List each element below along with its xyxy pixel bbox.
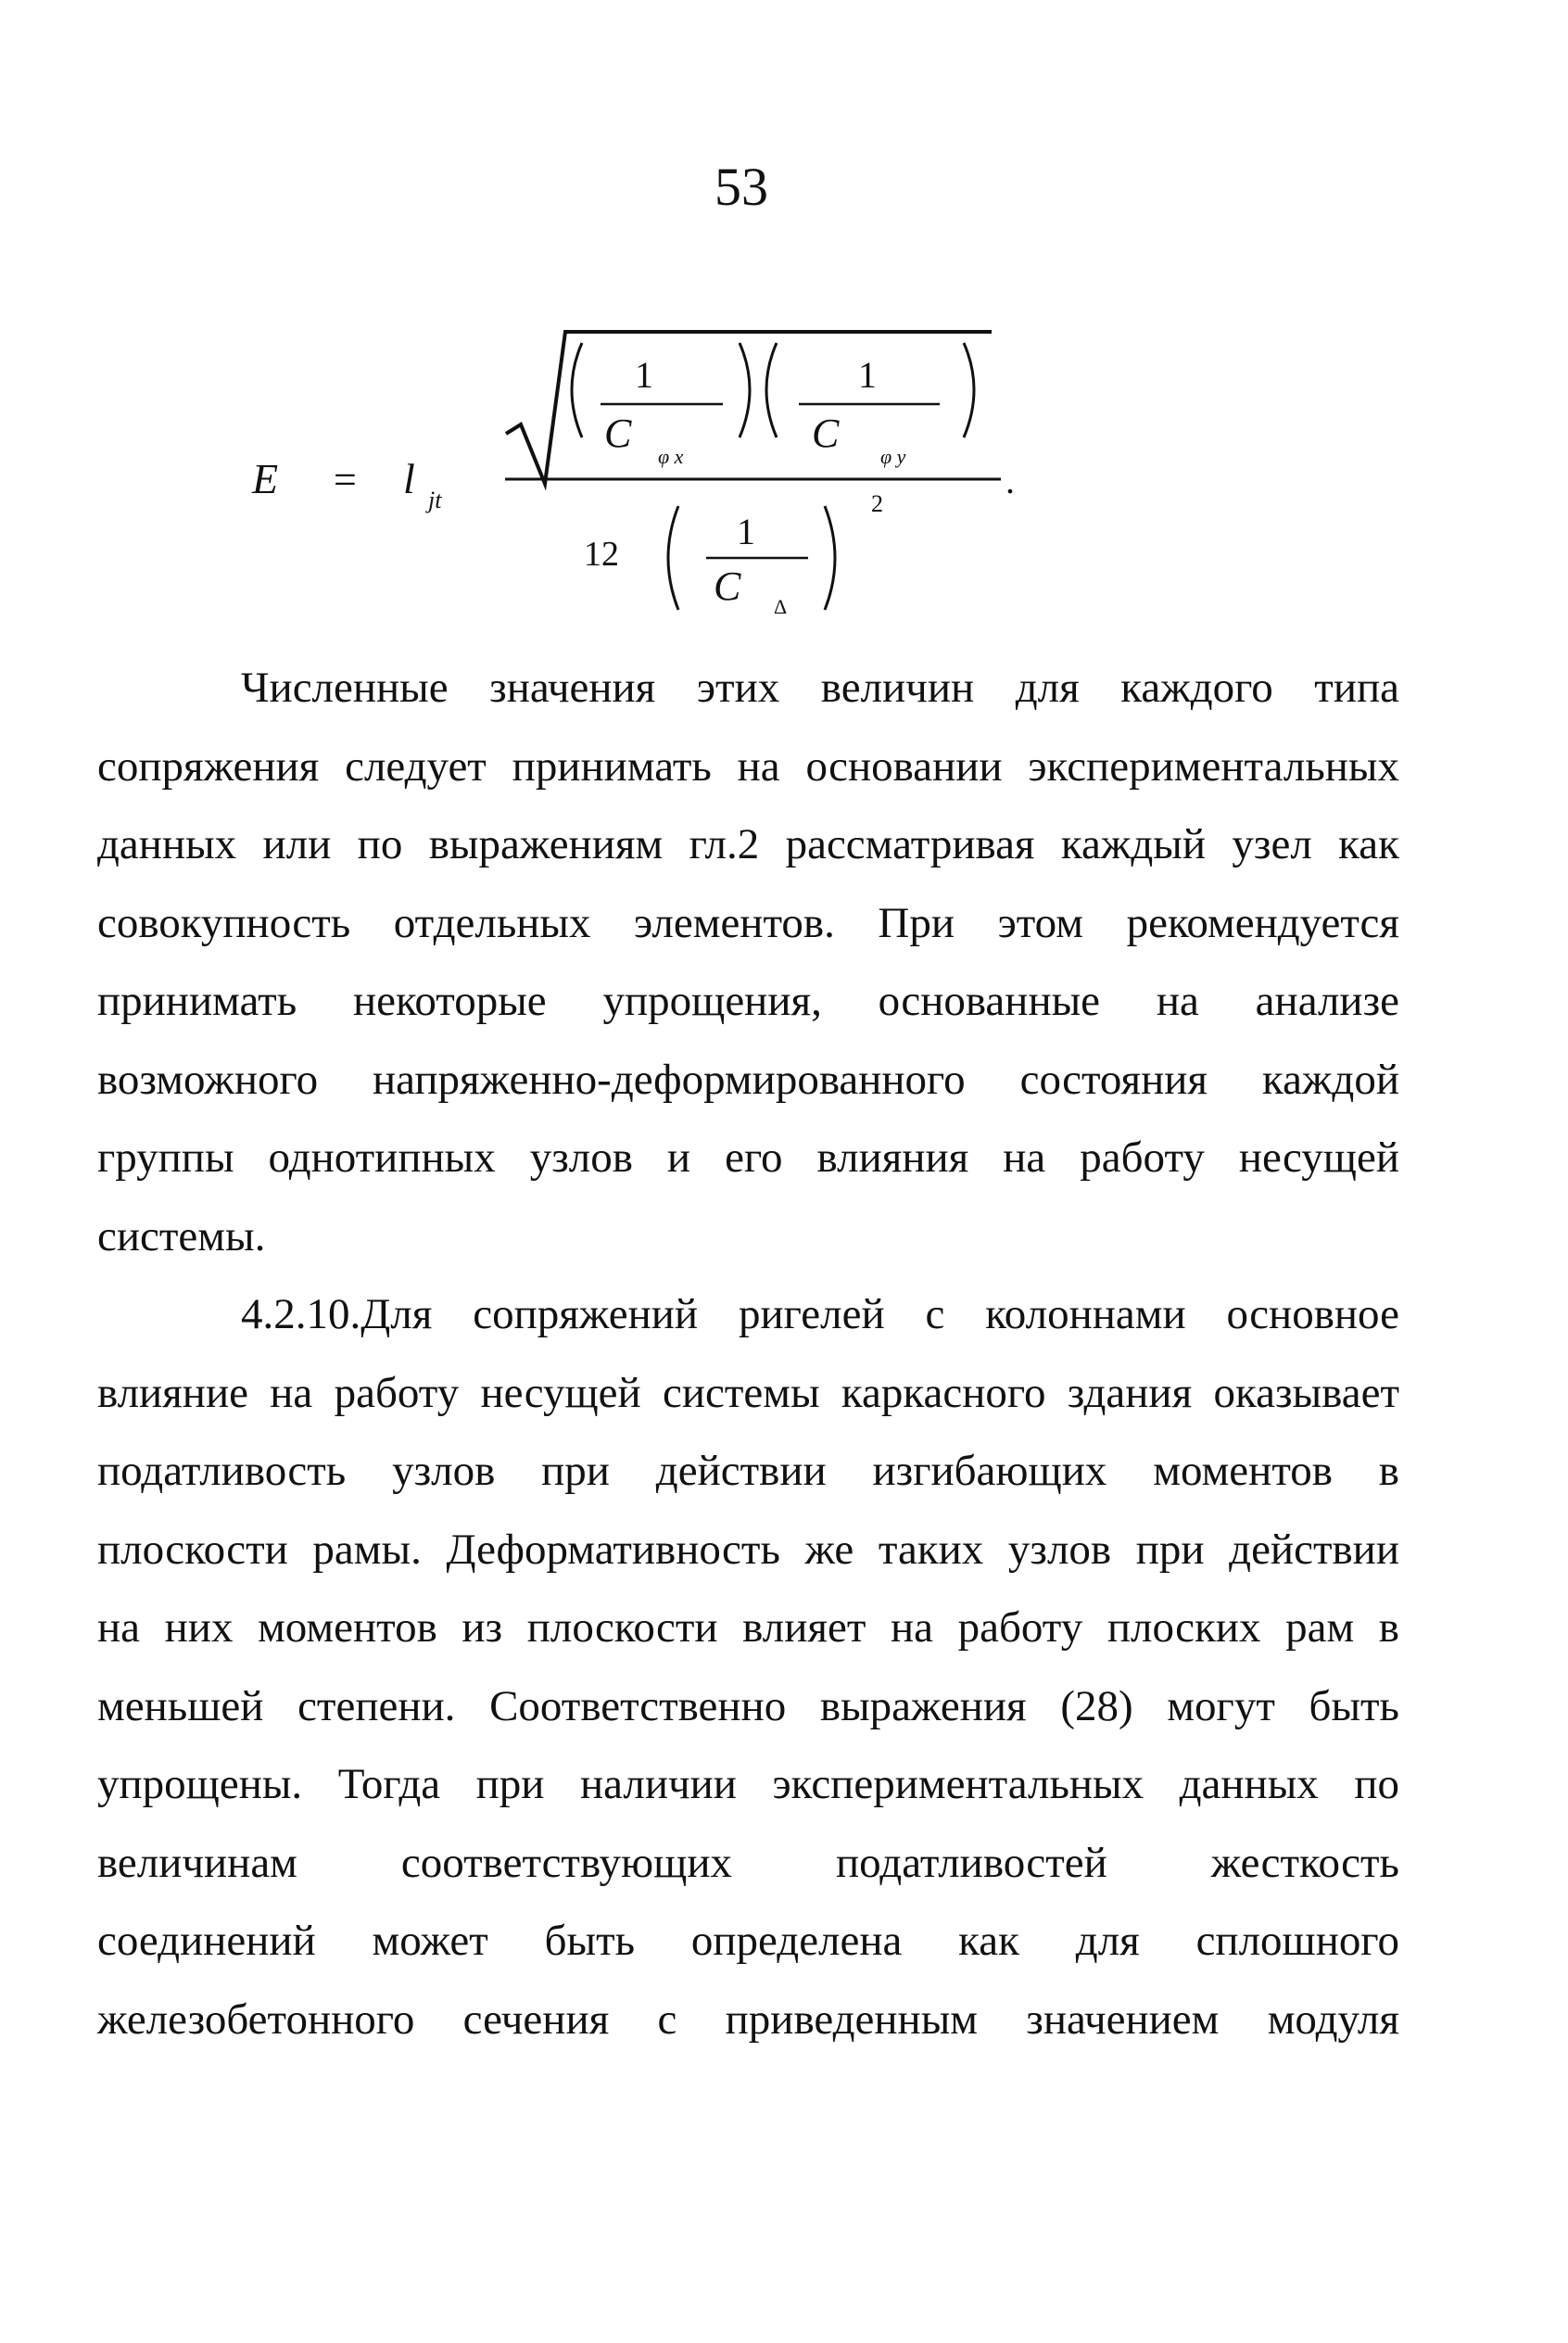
num-one-x: 1 <box>635 354 653 396</box>
left-paren <box>572 343 582 437</box>
text-line: системы. <box>97 1211 266 1260</box>
den-c-x: C <box>604 411 632 456</box>
paragraph-1 <box>97 649 1399 1275</box>
den-twelve: 12 <box>584 535 619 574</box>
text-line: меньшей степени. Соответственно выражения (28) могут быть <box>97 1681 1399 1730</box>
text-line: податливость узлов при действии изгибающих моментов в <box>97 1447 1399 1495</box>
formula-coef: l <box>403 455 415 502</box>
text-line: железобетонного сечения с приведенным значением модуля <box>97 1995 1399 2044</box>
text-line: 4.2.10.Для сопряжений ригелей с колоннами основное <box>241 1290 1399 1338</box>
paragraph-2 <box>97 1275 1399 2058</box>
formula-end-period: . <box>1005 460 1015 501</box>
formula-equals: = <box>334 457 357 502</box>
text-line: плоскости рамы. Деформативность же таких узлов при действии <box>97 1525 1399 1574</box>
right-paren <box>964 343 974 437</box>
left-paren <box>766 343 777 437</box>
text-line: на них моментов из плоскости влияет на работу плоских рам в <box>97 1603 1399 1652</box>
text-line: упрощены. Тогда при наличии экспериментальных данных по <box>97 1760 1399 1808</box>
formula-svg <box>232 315 1066 640</box>
den-c-y: C <box>812 411 840 456</box>
right-paren <box>740 343 750 437</box>
text-line: соединений может быть определена как для сплошного <box>97 1917 1399 1965</box>
text-line: группы однотипных узлов и его влияния на работу несущей <box>97 1134 1399 1182</box>
den-sub-phi-x: φ x <box>658 445 684 468</box>
den-c-delta: C <box>714 564 741 609</box>
text-line: Численные значения этих величин для каждого типа <box>241 664 1399 712</box>
formula <box>232 315 1066 640</box>
exponent-two: 2 <box>871 490 883 517</box>
left-paren <box>668 506 678 610</box>
text-line: сопряжения следует принимать на основании экспериментальных <box>97 741 1399 791</box>
text-line: принимать некоторые упрощения, основанные на анализе <box>97 977 1399 1025</box>
formula-coef-sub: jt <box>428 487 442 513</box>
right-paren <box>825 506 835 610</box>
text-line: величинам соответствующих податливостей жесткость <box>97 1838 1399 1887</box>
text-line: данных или по выражениям гл.2 рассматривая каждый узел как <box>97 820 1399 868</box>
num-one-delta: 1 <box>737 511 755 552</box>
formula-lhs: E <box>252 455 279 502</box>
den-sub-delta: Δ <box>774 595 788 618</box>
den-sub-phi-y: φ y <box>880 445 906 468</box>
text-line: возможного напряженно-деформированного состояния каждой <box>97 1055 1399 1104</box>
text-line: влияние на работу несущей системы каркасного здания оказывает <box>97 1368 1399 1417</box>
text-line: совокупность отдельных элементов. При этом рекомендуется <box>97 898 1399 947</box>
page-number: 53 <box>714 157 768 217</box>
num-one-y: 1 <box>858 354 877 396</box>
